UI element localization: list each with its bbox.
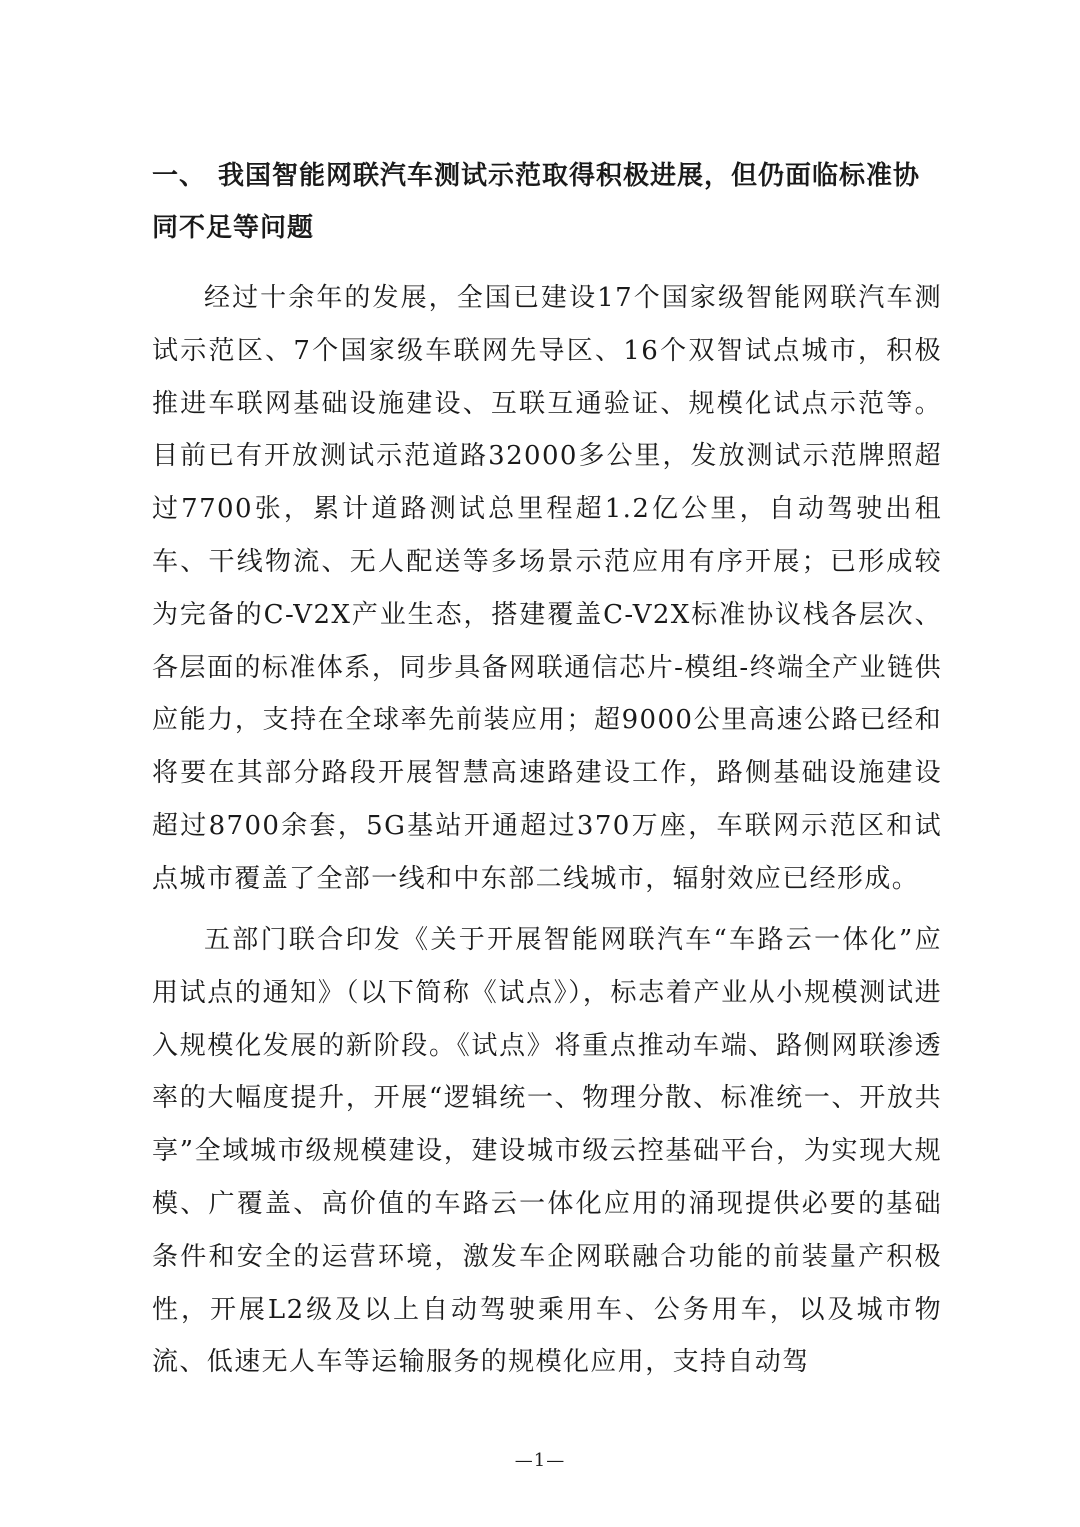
section-number: 一、 <box>152 161 207 191</box>
body-paragraph-1: 经过十余年的发展，全国已建设17个国家级智能网联汽车测试示范区、7个国家级车联网先导区、16个双智试点城市，积极推进车联网基础设施建设、互联互通验证、规模化试点示范等。目前已有开放测试示范道路32000多公里，发放测试示范牌照超过7700张，累计道路测试总里程超1.2亿公里，自动驾驶出租车、干线物流、无人配送等多场景示范应用有序开展；已形成较为完备的C-V2X产业生态，搭建覆盖C-V2X标准协议栈各层次、各层面的标准体系，同步具备网联通信芯片-模组-终端全产业链供应能力，支持在全球率先前装应用；超9000公里高速公路已经和将要在其部分路段开展智慧高速路建设工作，路侧基础设施建设超过8700余套，5G基站开通超过370万座，车联网示范区和试点城市覆盖了全部一线和中东部二线城市，辐射效应已经形成。 <box>152 283 942 894</box>
section-title: 我国智能网联汽车测试示范取得积极进展，但仍面临标准协同不足等问题 <box>152 161 921 243</box>
page-number: —1— <box>514 1450 566 1471</box>
body-paragraph-2: 五部门联合印发《关于开展智能网联汽车“车路云一体化”应用试点的通知》（以下简称《试点》），标志着产业从小规模测试进入规模化发展的新阶段。《试点》将重点推动车端、路侧网联渗透率的大幅度提升，开展“逻辑统一、物理分散、标准统一、开放共享”全域城市级规模建设，建设城市级云控基础平台，为实现大规模、广覆盖、高价值的车路云一体化应用的涌现提供必要的基础条件和安全的运营环境，激发车企网联融合功能的前装量产积极性，开展L2级及以上自动驾驶乘用车、公务用车，以及城市物流、低速无人车等运输服务的规模化应用，支持自动驾 <box>152 925 942 1378</box>
section-heading <box>152 150 942 254</box>
